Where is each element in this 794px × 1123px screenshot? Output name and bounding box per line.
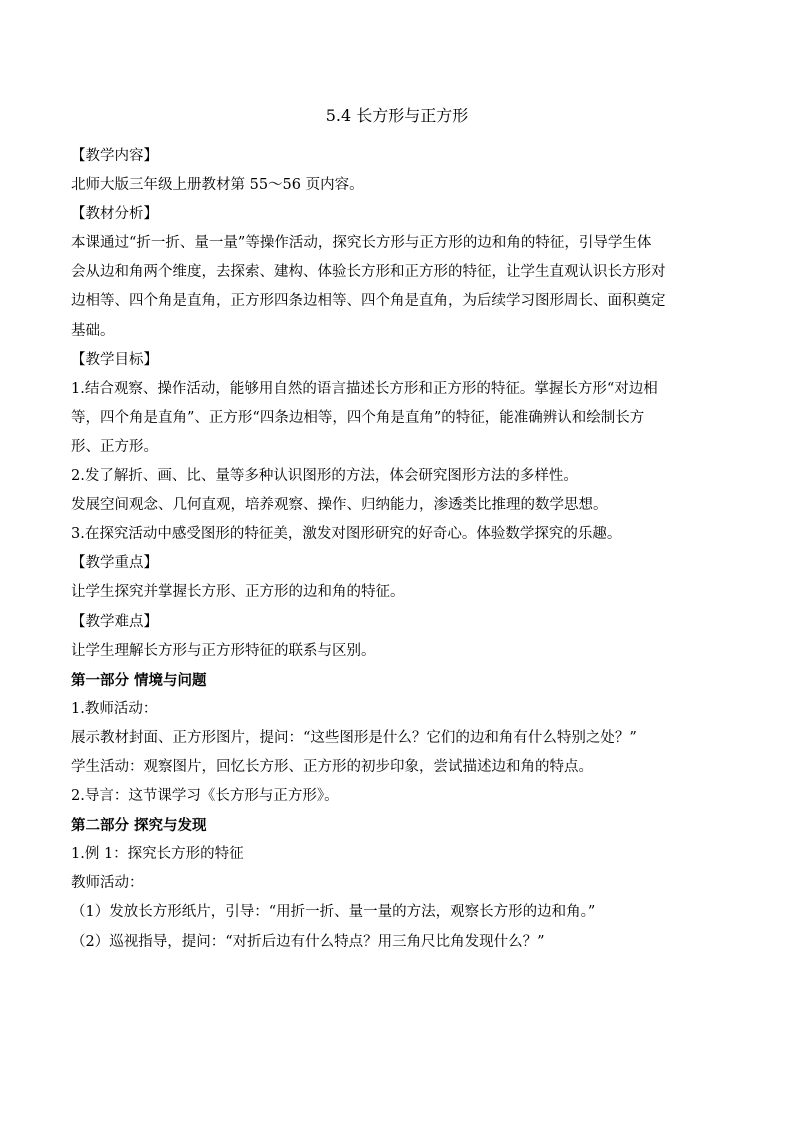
paragraph: 1.例 1：探究长方形的特征 xyxy=(71,846,244,863)
paragraph: 基础。 xyxy=(71,322,115,339)
paragraph: 边相等、四个角是直角，正方形四条边相等、四个角是直角，为后续学习图形周长、面积奠定 xyxy=(71,293,666,310)
part-heading-1: 第一部分 情境与问题 xyxy=(71,671,207,689)
section-heading-goals: 【教学目标】 xyxy=(71,351,158,368)
paragraph: （2）巡视指导，提问：“对折后边有什么特点？用三角尺比角发现什么？” xyxy=(71,933,545,950)
paragraph: 等，四个角是直角”、正方形“四条边相等，四个角是直角”的特征，能准确辨认和绘制长方 xyxy=(71,409,645,426)
section-heading-difficulties: 【教学难点】 xyxy=(71,613,158,630)
paragraph: （1）发放长方形纸片，引导：“用折一折、量一量的方法，观察长方形的边和角。” xyxy=(71,904,596,921)
paragraph: 发展空间观念、几何直观，培养观察、操作、归纳能力，渗透类比推理的数学思想。 xyxy=(71,497,608,514)
paragraph: 1.结合观察、操作活动，能够用自然的语言描述长方形和正方形的特征。掌握长方形“对边相 xyxy=(71,380,658,397)
paragraph: 1.教师活动： xyxy=(71,700,158,717)
paragraph: 展示教材封面、正方形图片，提问：“这些图形是什么？它们的边和角有什么特别之处？” xyxy=(71,729,637,746)
paragraph: 3.在探究活动中感受图形的特征美，激发对图形研究的好奇心。体验数学探究的乐趣。 xyxy=(71,526,622,543)
paragraph: 形、正方形。 xyxy=(71,438,158,455)
document-title: 5.4 长方形与正方形 xyxy=(325,106,469,125)
paragraph: 北师大版三年级上册教材第 55～56 页内容。 xyxy=(71,177,364,194)
section-heading-content: 【教学内容】 xyxy=(71,148,158,164)
paragraph: 会从边和角两个维度，去探索、建构、体验长方形和正方形的特征，让学生直观认识长方形对 xyxy=(71,264,666,281)
paragraph: 教师活动： xyxy=(71,875,144,892)
paragraph: 学生活动：观察图片，回忆长方形、正方形的初步印象，尝试描述边和角的特点。 xyxy=(71,758,593,775)
paragraph: 2.导言：这节课学习《长方形与正方形》。 xyxy=(71,788,339,805)
paragraph: 让学生探究并掌握长方形、正方形的边和角的特征。 xyxy=(71,584,405,601)
paragraph: 2.发了解折、画、比、量等多种认识图形的方法，体会研究图形方法的多样性。 xyxy=(71,468,578,485)
part-heading-2: 第二部分 探究与发现 xyxy=(71,817,207,835)
section-heading-analysis: 【教材分析】 xyxy=(71,206,158,223)
paragraph: 本课通过“折一折、量一量”等操作活动，探究长方形与正方形的边和角的特征，引导学生体 xyxy=(71,235,652,252)
section-heading-key-points: 【教学重点】 xyxy=(71,555,158,572)
paragraph: 让学生理解长方形与正方形特征的联系与区别。 xyxy=(71,642,376,659)
document-body xyxy=(71,142,731,957)
